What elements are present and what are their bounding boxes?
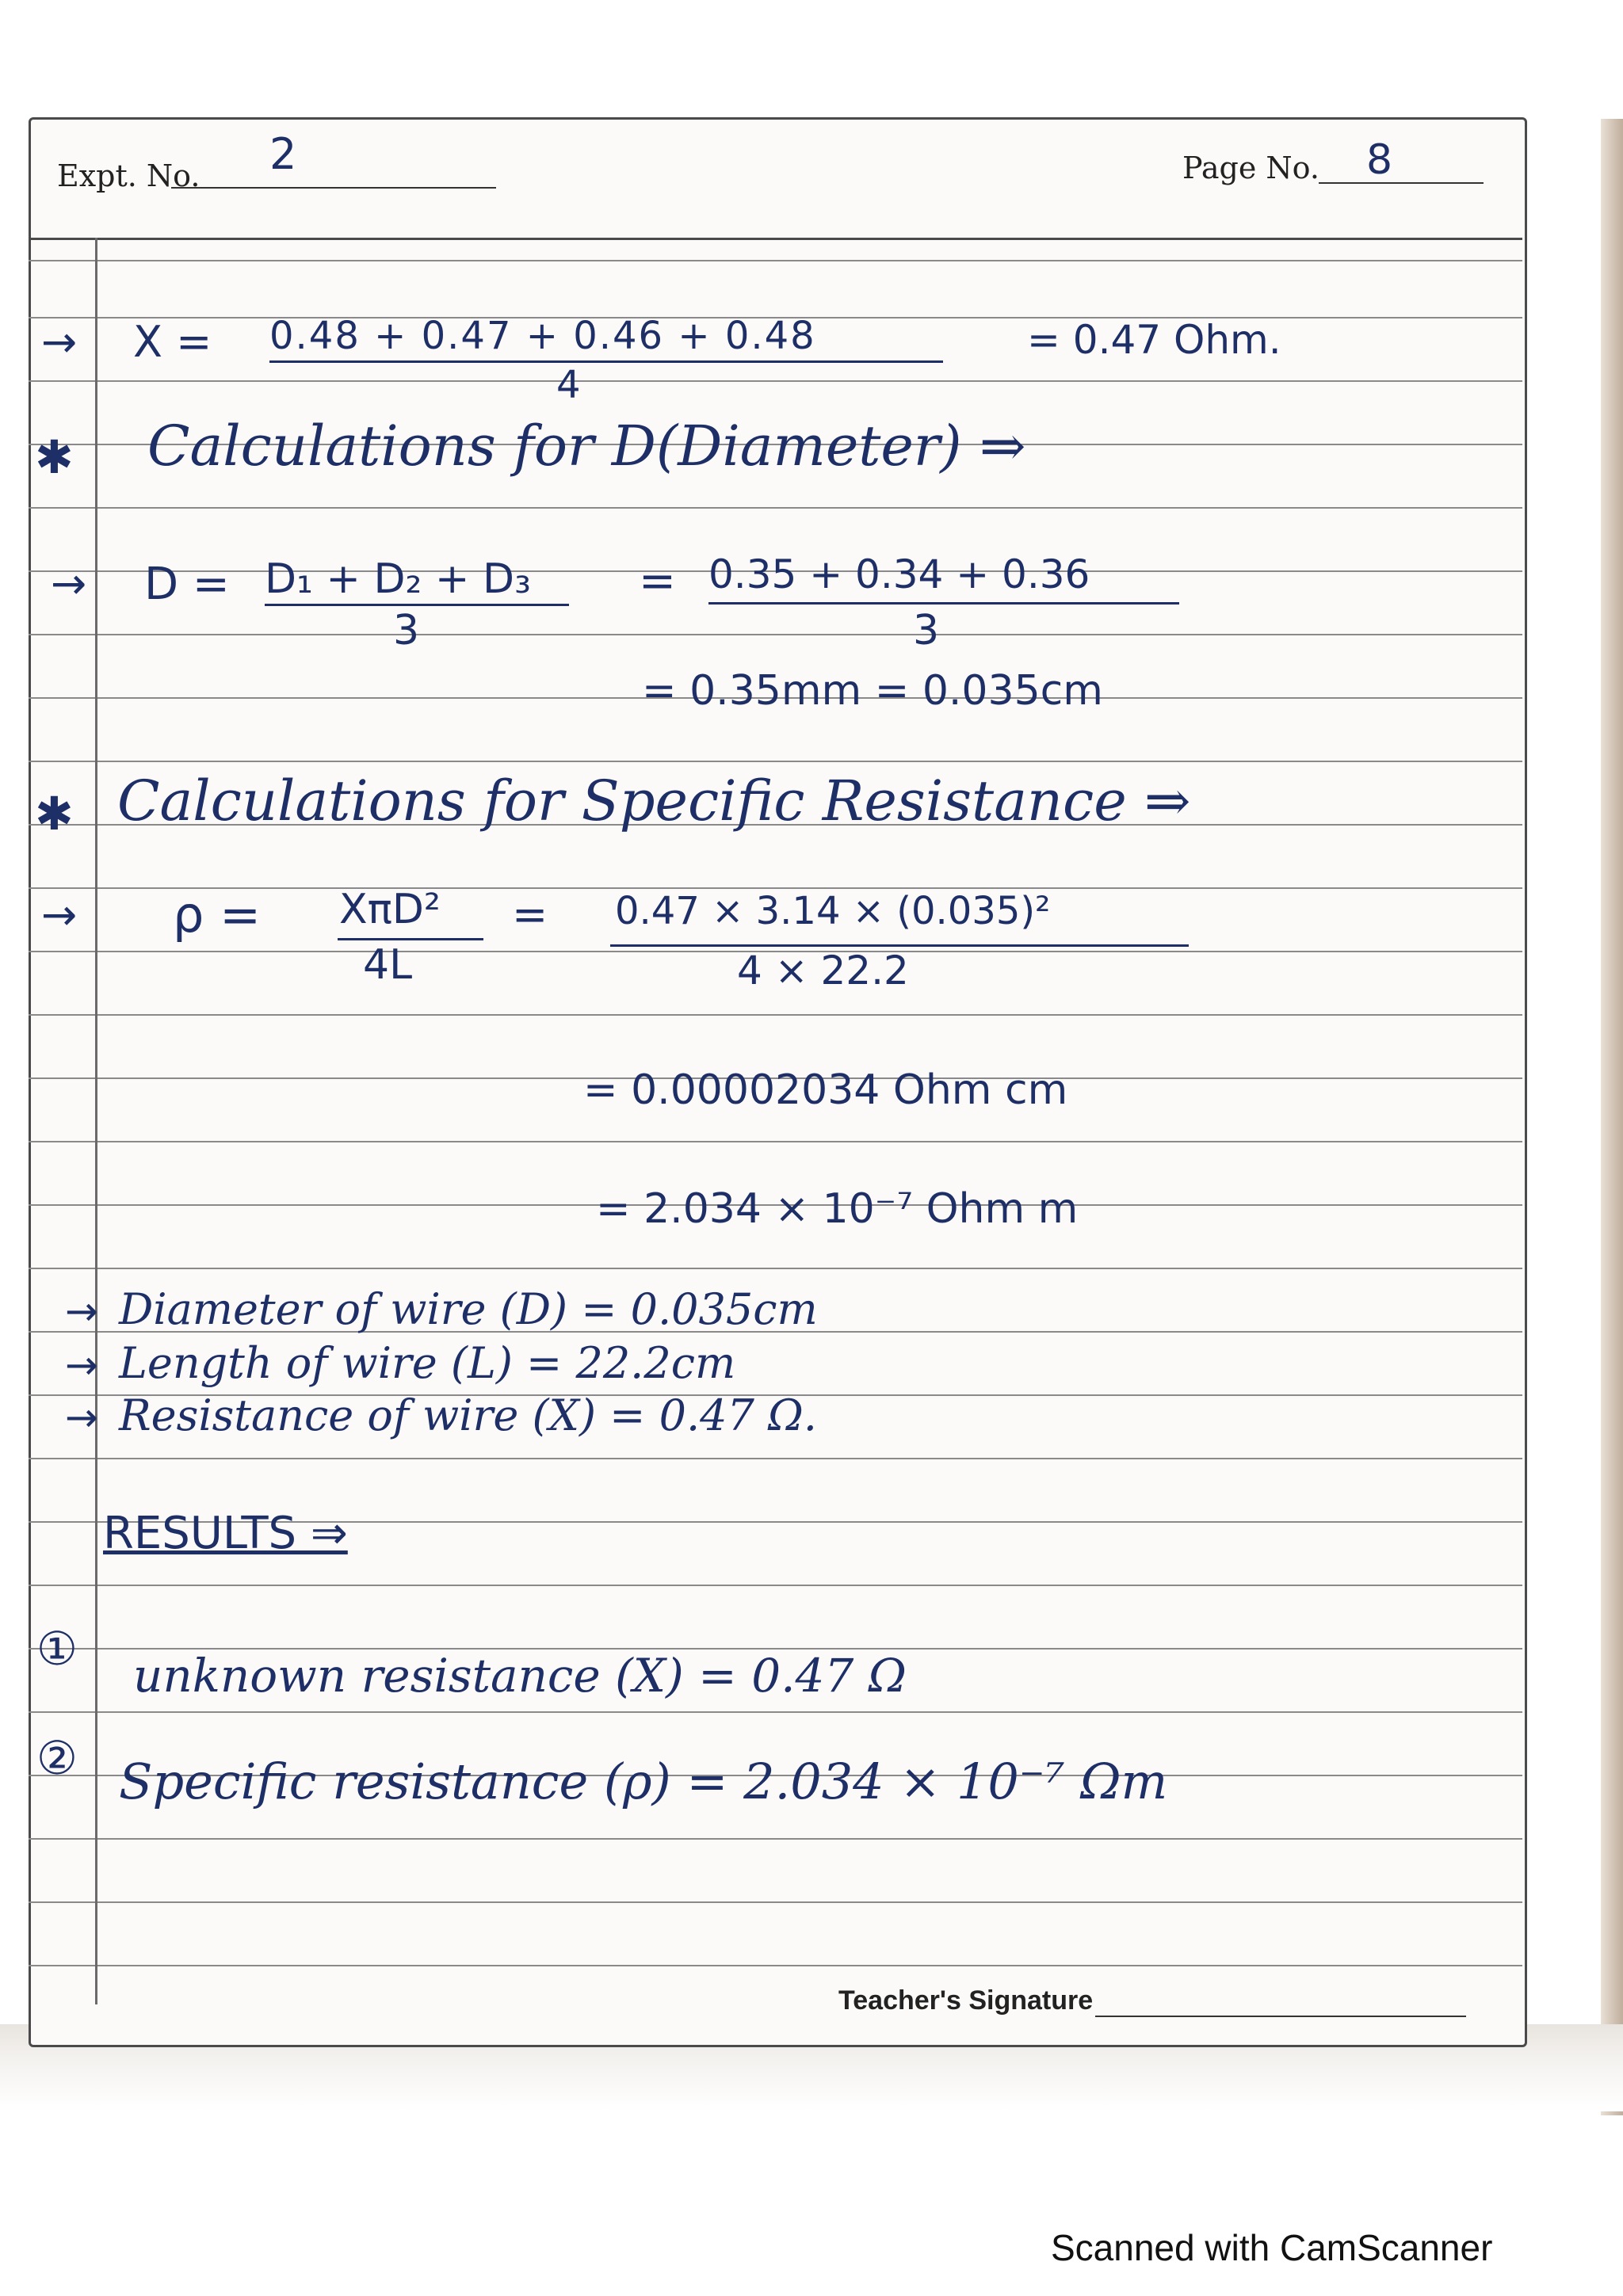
d-lhs: D = <box>144 559 230 610</box>
rho-equals: = <box>512 890 548 940</box>
heading-specific-resistance: Calculations for Specific Resistance ⇒ <box>117 769 1191 833</box>
ruled-line <box>29 1585 1522 1586</box>
x-fraction-bar <box>269 360 943 363</box>
ruled-line <box>29 1014 1522 1016</box>
expt-label: Expt. No. <box>57 158 200 193</box>
d-formula-bar <box>265 604 569 606</box>
arrow-icon: → <box>51 559 87 608</box>
rho-result-cm: = 0.00002034 Ohm cm <box>583 1066 1068 1114</box>
result-specific-resistance: Specific resistance (ρ) = 2.034 × 10⁻⁷ Ωm <box>119 1753 1168 1810</box>
d-values-numerator: 0.35 + 0.34 + 0.36 <box>708 551 1090 597</box>
d-values-bar <box>708 602 1179 605</box>
summary-length: Length of wire (L) = 22.2cm <box>119 1338 736 1388</box>
x-numerator: 0.48 + 0.47 + 0.46 + 0.48 <box>269 314 816 358</box>
results-title: RESULTS ⇒ <box>103 1508 348 1559</box>
rho-formula-bar <box>338 938 483 940</box>
ruled-line <box>29 1141 1522 1142</box>
ruled-line <box>29 1838 1522 1840</box>
page-underline <box>1319 182 1484 184</box>
rho-values-bar <box>610 944 1189 947</box>
margin-line <box>95 238 97 2004</box>
x-denominator: 4 <box>556 363 581 407</box>
arrow-icon: → <box>41 317 78 367</box>
asterisk-bullet-icon: ✱ <box>35 787 74 841</box>
arrow-icon: → <box>65 1342 98 1388</box>
d-result: = 0.35mm = 0.035cm <box>642 667 1103 715</box>
teachers-signature-label: Teacher's Signature <box>838 1985 1094 2016</box>
ruled-line <box>29 761 1522 762</box>
heading-diameter: Calculations for D(Diameter) ⇒ <box>147 414 1026 479</box>
ruled-line <box>29 380 1522 382</box>
notebook-spine <box>1601 119 1623 2115</box>
result-number-1: ① <box>36 1622 78 1676</box>
d-formula-denominator: 3 <box>393 607 420 654</box>
rho-lhs: ρ = <box>173 886 262 944</box>
result-unknown-resistance: unknown resistance (X) = 0.47 Ω <box>133 1649 907 1703</box>
d-formula-numerator: D₁ + D₂ + D₃ <box>265 555 531 603</box>
result-number-2: ② <box>36 1731 78 1785</box>
arrow-icon: → <box>41 890 78 940</box>
rho-result-m: = 2.034 × 10⁻⁷ Ohm m <box>596 1185 1079 1233</box>
expt-value: 2 <box>269 129 297 179</box>
ruled-line <box>29 1268 1522 1269</box>
ruled-line <box>29 634 1522 635</box>
ruled-line <box>29 507 1522 509</box>
rho-formula-denominator: 4L <box>363 941 413 989</box>
ruled-line <box>29 1711 1522 1713</box>
d-equals: = <box>639 555 676 607</box>
arrow-icon: → <box>65 1394 98 1440</box>
rho-values-numerator: 0.47 × 3.14 × (0.035)² <box>615 889 1051 933</box>
x-result: = 0.47 Ohm. <box>1027 317 1281 363</box>
summary-diameter: Diameter of wire (D) = 0.035cm <box>119 1284 818 1334</box>
expt-underline <box>171 187 496 189</box>
page-value: 8 <box>1366 136 1393 184</box>
asterisk-bullet-icon: ✱ <box>35 430 74 484</box>
signature-line <box>1095 2016 1466 2017</box>
camscanner-watermark: Scanned with CamScanner <box>1051 2227 1493 2268</box>
ruled-line <box>29 1458 1522 1459</box>
x-lhs: X = <box>133 317 212 367</box>
arrow-icon: → <box>65 1288 98 1334</box>
ruled-line <box>29 260 1522 261</box>
ruled-line <box>29 1965 1522 1966</box>
page-label: Page No. <box>1182 151 1319 185</box>
rho-values-denominator: 4 × 22.2 <box>737 948 909 994</box>
rho-formula-numerator: XπD² <box>339 886 441 933</box>
summary-resistance: Resistance of wire (X) = 0.47 Ω. <box>119 1390 817 1440</box>
d-values-denominator: 3 <box>913 607 940 654</box>
ruled-line <box>29 1901 1522 1903</box>
